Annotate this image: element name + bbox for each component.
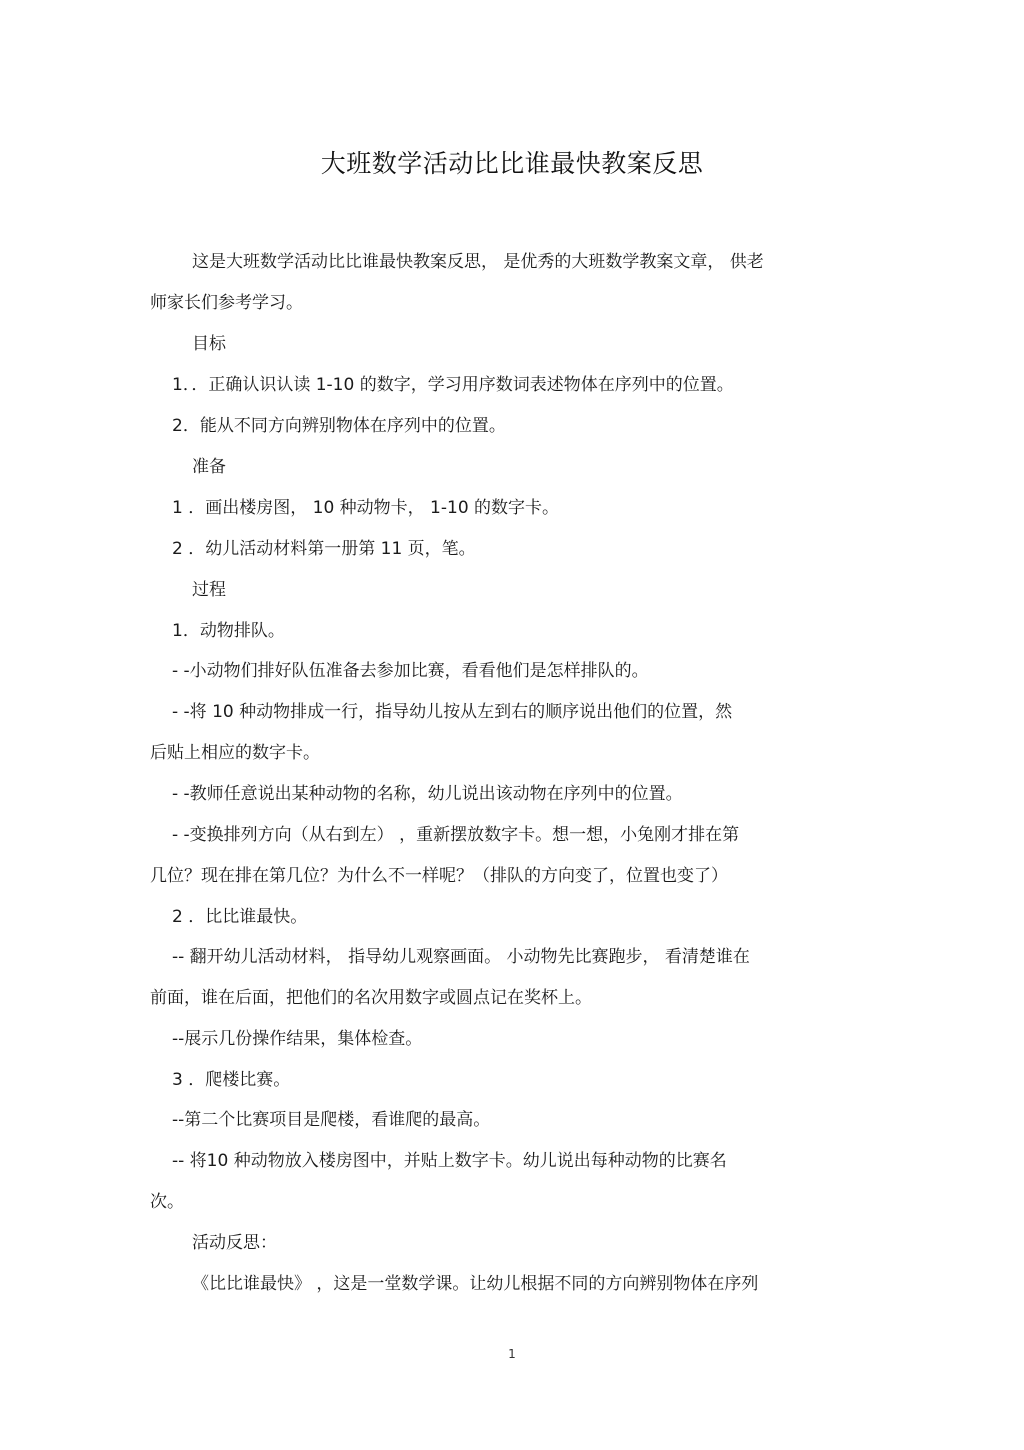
text-line: 1．．正确认识认读 1-10 的数字，学习用序数词表述物体在序列中的位置。: [172, 375, 734, 395]
text-line: 《比比谁最快》 ，这是一堂数学课。让幼儿根据不同的方向辨别物体在序列: [192, 1274, 759, 1294]
section-heading-reflection: 活动反思：: [192, 1233, 277, 1253]
text-line: -- 将10 种动物放入楼房图中，并贴上数字卡。幼儿说出每种动物的比赛名: [172, 1151, 727, 1171]
text-line: - -变换排列方向（从右到左） ，重新摆放数字卡。想一想，小兔刚才排在第: [172, 825, 740, 845]
text-line: 2．能从不同方向辨别物体在序列中的位置。: [172, 416, 506, 436]
text-line: 次。: [150, 1192, 184, 1212]
section-heading-process: 过程: [192, 580, 226, 600]
document-title: 大班数学活动比比谁最快教案反思: [320, 149, 704, 178]
text-line: --展示几份操作结果，集体检查。: [172, 1029, 423, 1049]
text-line: --第二个比赛项目是爬楼，看谁爬的最高。: [172, 1110, 491, 1130]
text-line: 几位？现在排在第几位？为什么不一样呢？（排队的方向变了，位置也变了）: [150, 866, 728, 886]
section-heading-goals: 目标: [192, 334, 226, 354]
text-line: - -教师任意说出某种动物的名称，幼儿说出该动物在序列中的位置。: [172, 784, 683, 804]
text-line: 师家长们参考学习。: [150, 293, 303, 313]
text-line: 这是大班数学活动比比谁最快教案反思， 是优秀的大班数学教案文章， 供老: [192, 252, 764, 272]
text-line: 3 ．爬楼比赛。: [172, 1070, 291, 1090]
text-line: 2 ．比比谁最快。: [172, 907, 308, 927]
text-line: 1 ．画出楼房图， 10 种动物卡， 1-10 的数字卡。: [172, 498, 560, 518]
text-line: 1．动物排队。: [172, 621, 285, 641]
text-line: - -小动物们排好队伍准备去参加比赛，看看他们是怎样排队的。: [172, 661, 649, 681]
text-line: -- 翻开幼儿活动材料， 指导幼儿观察画面。 小动物先比赛跑步， 看清楚谁在: [172, 947, 750, 967]
text-line: 后贴上相应的数字卡。: [150, 743, 320, 763]
text-line: 2 ．幼儿活动材料第一册第 11 页，笔。: [172, 539, 476, 559]
page-number: 1: [508, 1347, 516, 1361]
section-heading-preparation: 准备: [192, 457, 226, 477]
text-line: 前面，谁在后面，把他们的名次用数字或圆点记在奖杯上。: [150, 988, 592, 1008]
text-line: - -将 10 种动物排成一行，指导幼儿按从左到右的顺序说出他们的位置，然: [172, 702, 733, 722]
